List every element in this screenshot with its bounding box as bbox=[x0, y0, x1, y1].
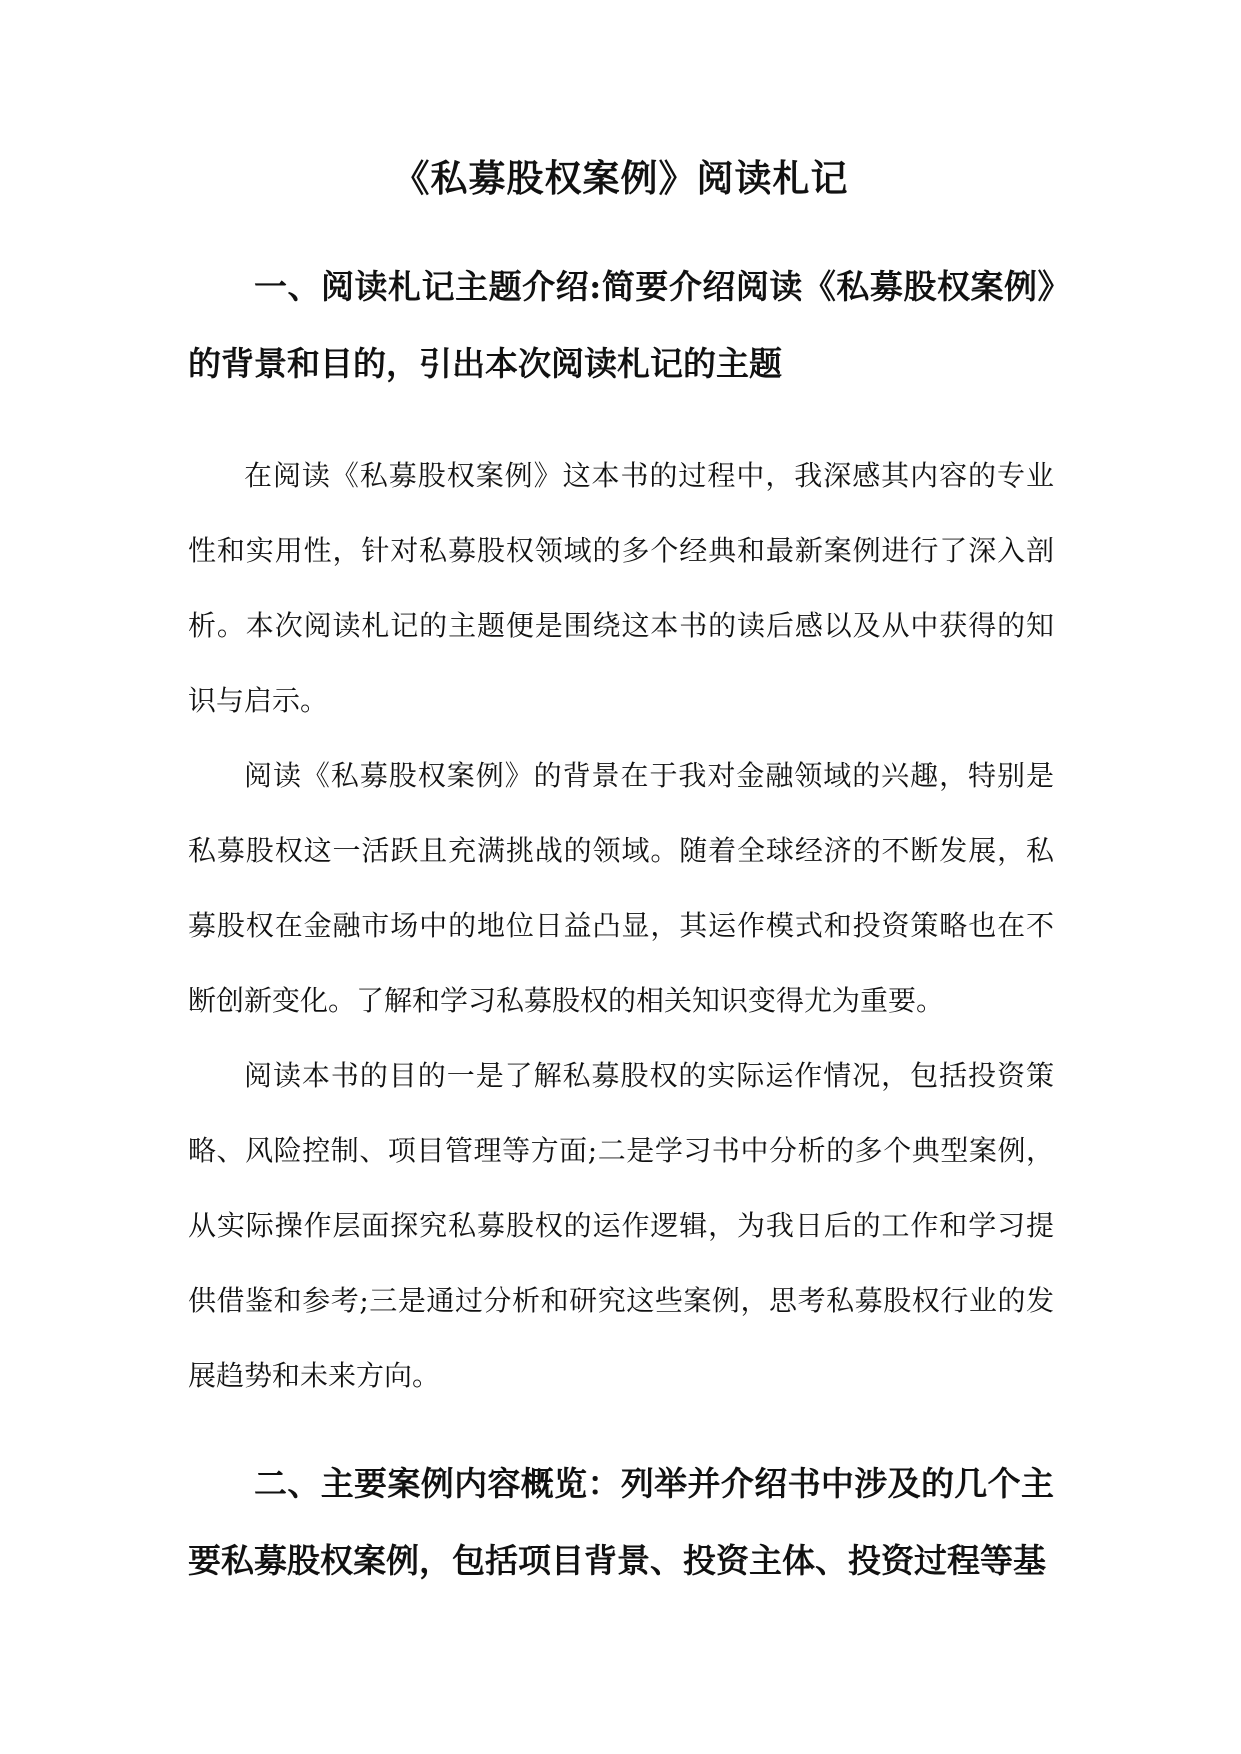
section-1-heading: 一、阅读札记主题介绍:简要介绍阅读《私募股权案例》的背景和目的，引出本次阅读札记的主题 bbox=[188, 267, 1054, 383]
section-1-body bbox=[188, 438, 1054, 1413]
section-2-heading: 二、主要案例内容概览：列举并介绍书中涉及的几个主要私募股权案例，包括项目背景、投资主体、投资过程等基 bbox=[188, 1464, 1054, 1580]
paragraph: 阅读《私募股权案例》的背景在于我对金融领域的兴趣，特别是私募股权这一活跃且充满挑战的领域。随着全球经济的不断发展，私募股权在金融市场中的地位日益凸显，其运作模式和投资策略也在不断创新变化。了解和学习私募股权的相关知识变得尤为重要。 bbox=[188, 759, 1054, 1017]
paragraph: 在阅读《私募股权案例》这本书的过程中，我深感其内容的专业性和实用性，针对私募股权领域的多个经典和最新案例进行了深入剖析。本次阅读札记的主题便是围绕这本书的读后感以及从中获得的知识与启示。 bbox=[188, 459, 1054, 717]
paragraph: 阅读本书的目的一是了解私募股权的实际运作情况，包括投资策略、风险控制、项目管理等方面;二是学习书中分析的多个典型案例，从实际操作层面探究私募股权的运作逻辑，为我日后的工作和学习提供借鉴和参考;三是通过分析和研究这些案例，思考私募股权行业的发展趋势和未来方向。 bbox=[188, 1059, 1054, 1392]
document-title: 《私募股权案例》阅读札记 bbox=[392, 156, 849, 200]
